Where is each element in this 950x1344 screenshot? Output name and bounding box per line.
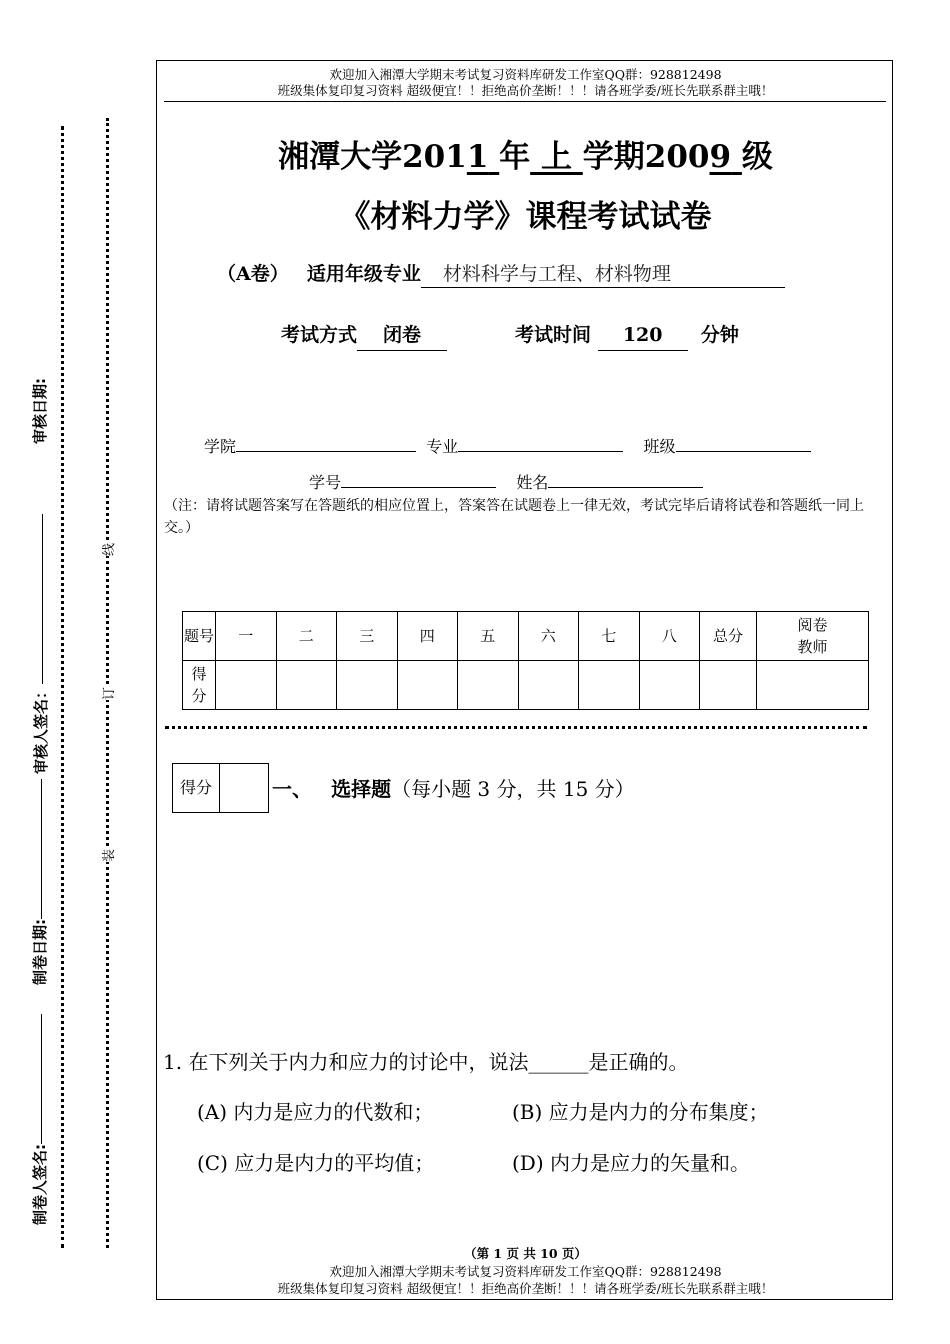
exam-title-course: 《材料力学》课程考试试卷	[339, 199, 712, 235]
score-cell[interactable]	[216, 661, 277, 710]
exam-time-value: 120	[598, 320, 688, 351]
margin-dotted-line-right	[106, 118, 109, 1248]
title-term-label: 学期	[582, 139, 645, 175]
class-label: 班级	[643, 437, 676, 456]
class-field[interactable]	[676, 433, 811, 452]
question1-option-b: (B) 应力是内力的分布集度；	[512, 1100, 769, 1124]
major-field-label: 专业	[426, 437, 459, 456]
name-field[interactable]	[548, 469, 703, 488]
footer-page-number: （第 1 页 共 10 页）	[464, 1246, 587, 1261]
exam-mode-label: 考试方式	[281, 324, 358, 346]
title-term-blank: 上	[541, 139, 572, 175]
exam-page	[156, 60, 893, 1300]
title-year-prefix: 201	[402, 139, 467, 175]
margin-compiler-signature	[31, 977, 49, 1225]
section1-title: 选择题	[331, 777, 392, 801]
score-col-3: 三	[337, 612, 398, 661]
margin-reviewer-signature	[32, 484, 50, 774]
score-col-reviewer: 阅卷教师	[757, 612, 869, 661]
exam-time-unit: 分钟	[700, 324, 739, 346]
major-label: 适用年级专业	[306, 263, 421, 285]
section1-number: 一、	[272, 777, 312, 801]
title-grade-label: 级	[741, 139, 773, 175]
cut-dotted-line	[165, 726, 867, 729]
score-col-4: 四	[397, 612, 458, 661]
exam-mode-value: 闭卷	[357, 320, 447, 351]
margin-review-date	[31, 304, 49, 444]
section1-heading	[272, 774, 635, 804]
score-cell[interactable]	[700, 661, 757, 710]
header-rule	[164, 101, 886, 102]
margin-reviewer-signature-label: 审核人签名：	[32, 683, 50, 774]
score-col-5: 五	[458, 612, 519, 661]
footer-notice-line2: 班级集体复印复习资料 超级便宜！！拒绝高价垄断！！！请各班学委/班长先联系群主哦！	[277, 1281, 774, 1296]
exam-note: （注：请将试题答案写在答题纸的相应位置上，答案答在试题卷上一律无效，考试完毕后请将试卷和答题纸一同上交。）	[164, 498, 864, 536]
margin-char-ding: 订	[96, 687, 119, 700]
section1-score-box	[172, 763, 269, 813]
question1-stem: 1. 在下列关于内力和应力的讨论中，说法______是正确的。	[163, 1050, 689, 1074]
paper-type: （A卷）	[217, 263, 289, 285]
score-cell[interactable]	[458, 661, 519, 710]
title-year-blank: 1	[466, 139, 489, 175]
margin-compiler-signature-label: 制卷人签名:	[31, 1144, 49, 1225]
score-cell[interactable]	[397, 661, 458, 710]
score-table-score-row	[183, 661, 869, 710]
student-id-label: 学号	[309, 473, 342, 492]
question1-option-a: (A) 内力是应力的代数和；	[197, 1100, 434, 1124]
exam-mode-time-line	[281, 320, 739, 351]
score-col-total: 总分	[700, 612, 757, 661]
score-cell[interactable]	[579, 661, 640, 710]
exam-title-line1	[157, 137, 894, 177]
score-table-header-row	[183, 612, 869, 661]
major-value: 材料科学与工程、材料物理	[421, 261, 785, 288]
score-col-7: 七	[579, 612, 640, 661]
score-cell[interactable]	[757, 661, 869, 710]
section1-detail: （每小题 3 分，共 15 分）	[391, 777, 635, 801]
title-university: 湘潭大学	[278, 139, 403, 175]
section1-score-label: 得分	[173, 764, 220, 813]
score-col-1: 一	[216, 612, 277, 661]
header-notice-line2: 班级集体复印复习资料 超级便宜！！拒绝高价垄断！！！请各班学委/班长先联系群主哦！	[277, 83, 774, 98]
paper-info-line	[217, 259, 785, 289]
college-field[interactable]	[236, 433, 416, 452]
score-table-row1-label: 题号	[183, 612, 216, 661]
student-fields-row2	[309, 469, 703, 495]
score-cell[interactable]	[518, 661, 579, 710]
score-col-8: 八	[639, 612, 700, 661]
margin-compile-date	[31, 757, 49, 985]
score-col-2: 二	[276, 612, 337, 661]
title-grade-blank: 9	[709, 139, 732, 175]
score-cell[interactable]	[276, 661, 337, 710]
score-table	[182, 611, 869, 710]
student-fields-row1	[204, 433, 811, 459]
score-cell[interactable]	[337, 661, 398, 710]
margin-char-zhuang: 装	[96, 849, 119, 862]
title-year-label: 年	[499, 139, 531, 175]
section1-score-cell[interactable]	[220, 764, 269, 813]
margin-dotted-line-left	[61, 126, 64, 1248]
name-label: 姓名	[516, 473, 549, 492]
question1-option-d: (D) 内力是应力的矢量和。	[512, 1151, 750, 1175]
margin-compile-date-label: 制卷日期:	[31, 919, 49, 985]
score-table-row2-label: 得分	[183, 661, 216, 710]
college-label: 学院	[204, 437, 237, 456]
score-col-6: 六	[518, 612, 579, 661]
exam-time-label: 考试时间	[515, 324, 592, 346]
student-id-field[interactable]	[341, 469, 496, 488]
margin-review-date-label: 审核日期:	[31, 378, 49, 444]
margin-char-line: 线	[96, 543, 119, 556]
question1-option-c: (C) 应力是内力的平均值；	[197, 1151, 435, 1175]
footer-notice-line1: 欢迎加入湘潭大学期末考试复习资料库研发工作室QQ群：928812498	[329, 1264, 722, 1279]
title-grade-prefix: 200	[644, 139, 710, 175]
header-notice-line1: 欢迎加入湘潭大学期末考试复习资料库研发工作室QQ群：928812498	[329, 67, 722, 82]
major-field[interactable]	[458, 433, 623, 452]
score-cell[interactable]	[639, 661, 700, 710]
